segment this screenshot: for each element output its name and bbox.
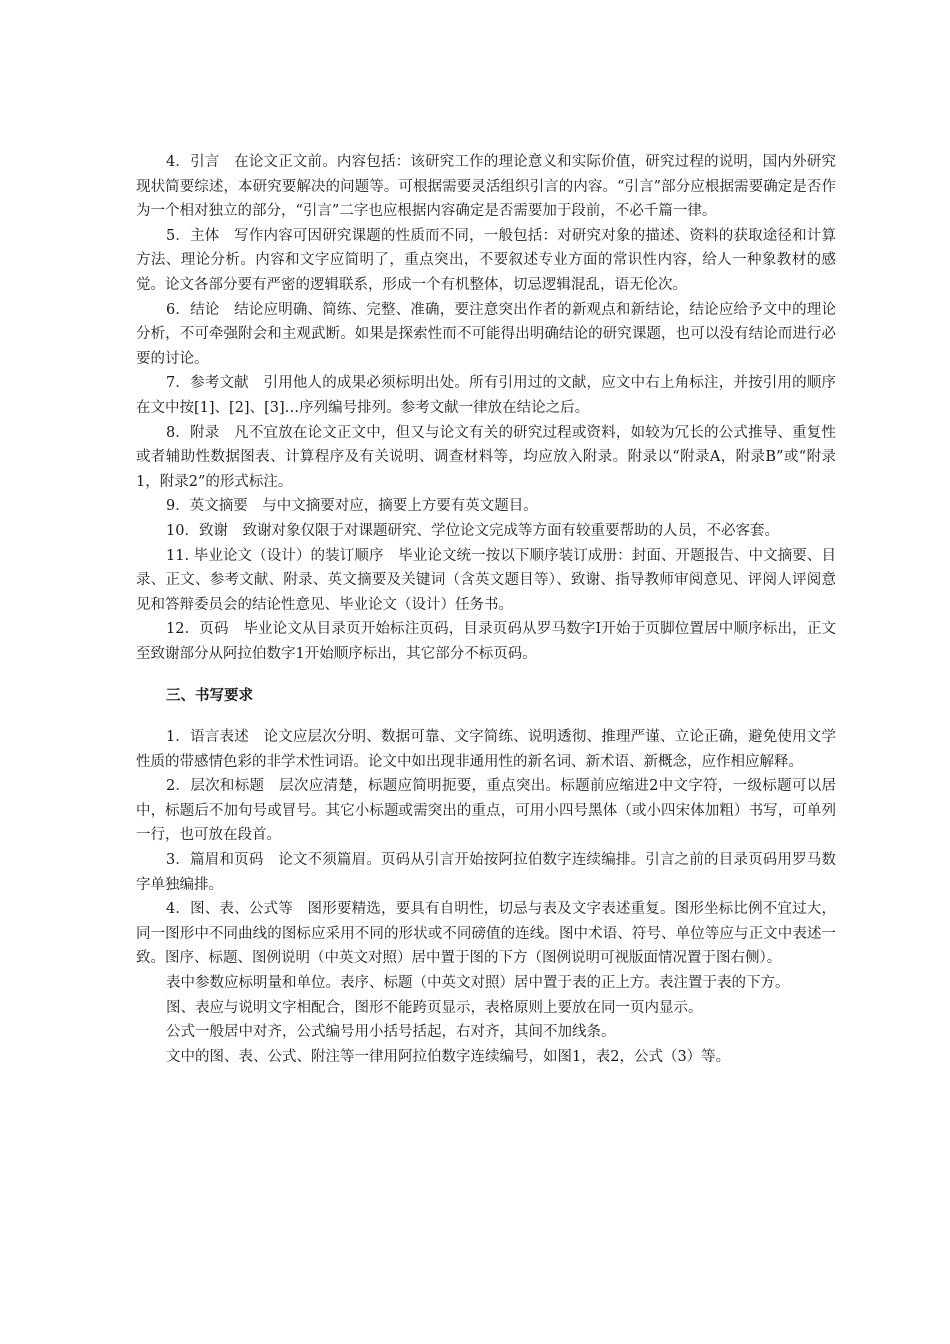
paragraph-main-body: 5．主体 写作内容可因研究课题的性质而不同，一般包括：对研究对象的描述、资料的获取途径和计算方法、理论分析。内容和文字应简明了，重点突出，不要叙述专业方面的常识性内容，给人一种象教材的感觉。论文各部分要有严密的逻辑联系，形成一个有机整体，切忌逻辑混乱，语无伦次。 [136, 227, 836, 293]
paragraph-header-and-page-numbers: 3．篇眉和页码 论文不须篇眉。页码从引言开始按阿拉伯数字连续编排。引言之前的目录页码用罗马数字单独编排。 [136, 852, 836, 893]
paragraph-acknowledgements: 10．致谢 致谢对象仅限于对课题研究、学位论文完成等方面有较重要帮助的人员，不必客套。 [166, 522, 779, 539]
section-heading-writing-requirements: 三、书写要求 [166, 688, 253, 705]
document-body [136, 150, 836, 1069]
paragraph-appendix: 8．附录 凡不宜放在论文正文中，但又与论文有关的研究过程或资料，如较为冗长的公式推导、重复性或者辅助性数据图表、计算程序及有关说明、调查材料等，均应放入附录。附录以“附录A，附录B”或“附录1，附录2”的形式标注。 [136, 424, 836, 490]
paragraph-figure-table-layout: 图、表应与说明文字相配合，图形不能跨页显示，表格原则上要放在同一页内显示。 [166, 999, 703, 1016]
paragraph-levels-and-headings: 2．层次和标题 层次应清楚，标题应简明扼要，重点突出。标题前应缩进2中文字符，一级标题可以居中，标题后不加句号或冒号。其它小标题或需突出的重点，可用小四号黑体（或小四宋体加粗）书写，可单列一行，也可放在段首。 [136, 778, 836, 844]
paragraph-binding-order: 11. 毕业论文（设计）的装订顺序 毕业论文统一按以下顺序装订成册：封面、开题报告、中文摘要、目录、正文、参考文献、附录、英文摘要及关键词（含英文题目等）、致谢、指导教师审阅意见、评阅人评阅意见和答辩委员会的结论性意见、毕业论文（设计）任务书。 [136, 547, 836, 613]
paragraph-figures-tables-formulas: 4．图、表、公式等 图形要精选，要具有自明性，切忌与表及文字表述重复。图形坐标比例不宜过大，同一图形中不同曲线的图标应采用不同的形状或不同磅值的连线。图中术语、符号、单位等应与正文中表述一致。图序、标题、图例说明（中英文对照）居中置于图的下方（图例说明可视版面情况置于图右侧）。 [136, 901, 836, 967]
paragraph-introduction: 4．引言 在论文正文前。内容包括：该研究工作的理论意义和实际价值，研究过程的说明，国内外研究现状简要综述，本研究要解决的问题等。可根据需要灵活组织引言的内容。“引言”部分应根据需要确定是否作为一个相对独立的部分，“引言”二字也应根据内容确定是否需要加于段前，不必千篇一律。 [136, 154, 836, 220]
paragraph-formula-alignment: 公式一般居中对齐，公式编号用小括号括起，右对齐，其间不加线条。 [166, 1024, 616, 1041]
paragraph-english-abstract: 9．英文摘要 与中文摘要对应，摘要上方要有英文题目。 [166, 498, 538, 515]
paragraph-numbering: 文中的图、表、公式、附注等一律用阿拉伯数字连续编号，如图1，表2，公式（3）等。 [166, 1048, 731, 1065]
paragraph-page-numbers: 12．页码 毕业论文从目录页开始标注页码，目录页码从罗马数字Ⅰ开始于页脚位置居中顺序标出，正文至致谢部分从阿拉伯数字1开始顺序标出，其它部分不标页码。 [136, 621, 836, 662]
paragraph-table-parameters: 表中参数应标明量和单位。表序、标题（中英文对照）居中置于表的正上方。表注置于表的下方。 [166, 975, 790, 991]
paragraph-references: 7．参考文献 引用他人的成果必须标明出处。所有引用过的文献，应文中右上角标注，并按引用的顺序在文中按[1]、[2]、[3]…序列编号排列。参考文献一律放在结论之后。 [136, 375, 836, 416]
paragraph-language-expression: 1．语言表述 论文应层次分明、数据可靠、文字简练、说明透彻、推理严谨、立论正确，避免使用文学性质的带感情色彩的非学术性词语。论文中如出现非通用性的新名词、新术语、新概念，应作相应解释。 [136, 729, 836, 770]
paragraph-conclusion: 6．结论 结论应明确、简练、完整、准确，要注意突出作者的新观点和新结论，结论应给予文中的理论分析，不可牵强附会和主观武断。如果是探索性而不可能得出明确结论的研究课题，也可以没有结论而进行必要的讨论。 [136, 301, 836, 367]
